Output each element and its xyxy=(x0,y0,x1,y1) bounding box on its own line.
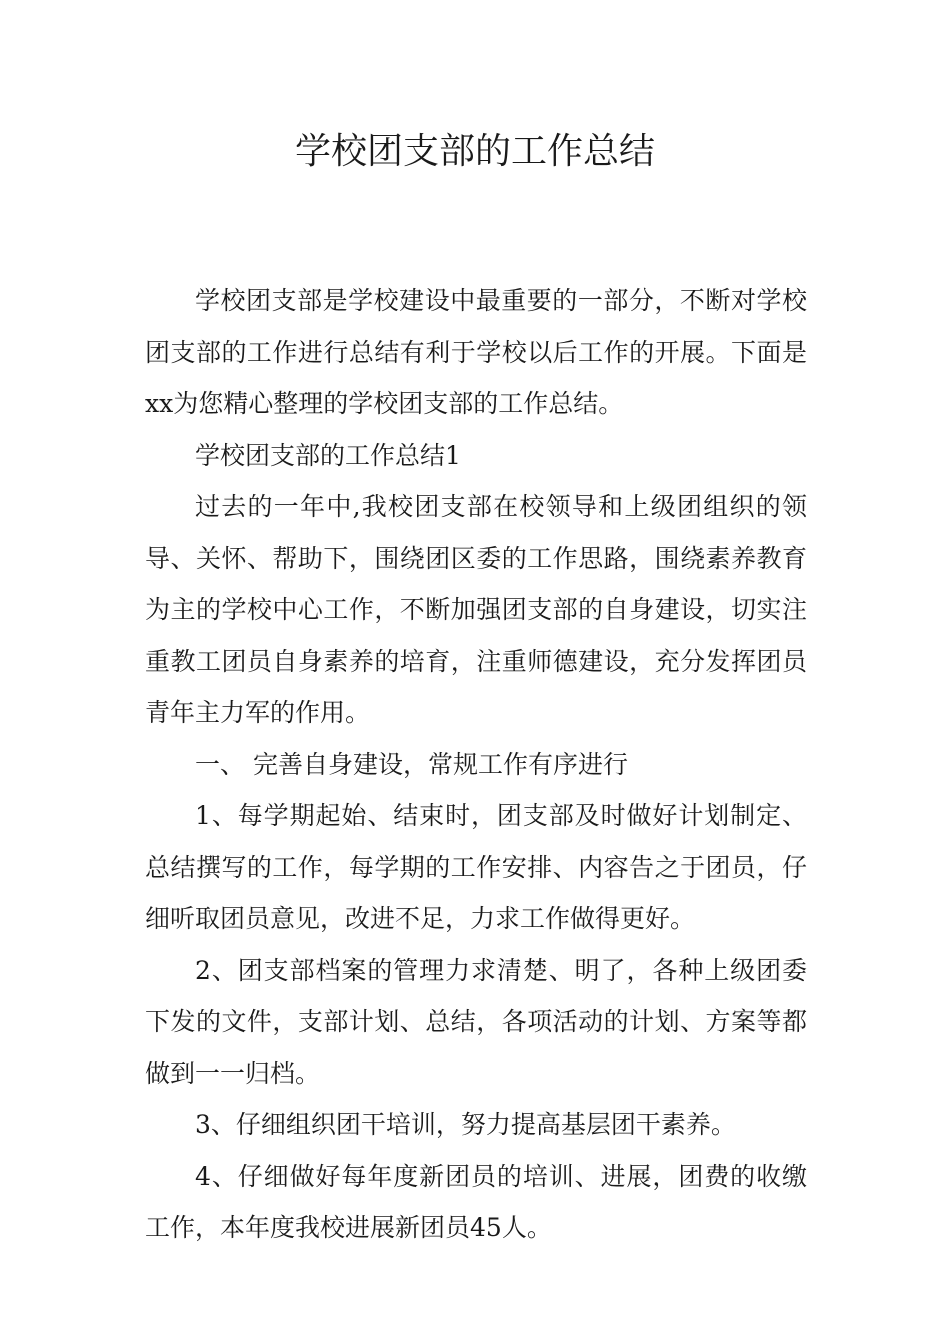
subsection-heading: 一、 完善自身建设，常规工作有序进行 xyxy=(195,749,628,779)
section-heading: 学校团支部的工作总结1 xyxy=(195,440,461,470)
list-item: 2、团支部档案的管理力求清楚、明了，各种上级团委下发的文件，支部计划、总结，各项活动的计划、方案等都做到一一归档。 xyxy=(145,955,807,1088)
document-body xyxy=(145,275,807,1254)
list-item: 1、每学期起始、结束时，团支部及时做好计划制定、总结撰写的工作，每学期的工作安排、内容告之于团员，仔细听取团员意见，改进不足，力求工作做得更好。 xyxy=(145,801,807,933)
intro-paragraph: 学校团支部是学校建设中最重要的一部分，不断对学校团支部的工作进行总结有利于学校以后工作的开展。下面是xx为您精心整理的学校团支部的工作总结。 xyxy=(145,286,807,418)
list-item: 4、仔细做好每年度新团员的培训、进展，团费的收缴工作，本年度我校进展新团员45人。 xyxy=(145,1161,807,1242)
list-item: 3、仔细组织团干培训，努力提高基层团干素养。 xyxy=(195,1110,736,1139)
overview-paragraph: 过去的一年中,我校团支部在校领导和上级团组织的领导、关怀、帮助下，围绕团区委的工作思路，围绕素养教育为主的学校中心工作，不断加强团支部的自身建设，切实注重教工团员自身素养的培育，注重师德建设，充分发挥团员青年主力军的作用。 xyxy=(145,492,807,727)
document-title: 学校团支部的工作总结 xyxy=(294,131,655,172)
